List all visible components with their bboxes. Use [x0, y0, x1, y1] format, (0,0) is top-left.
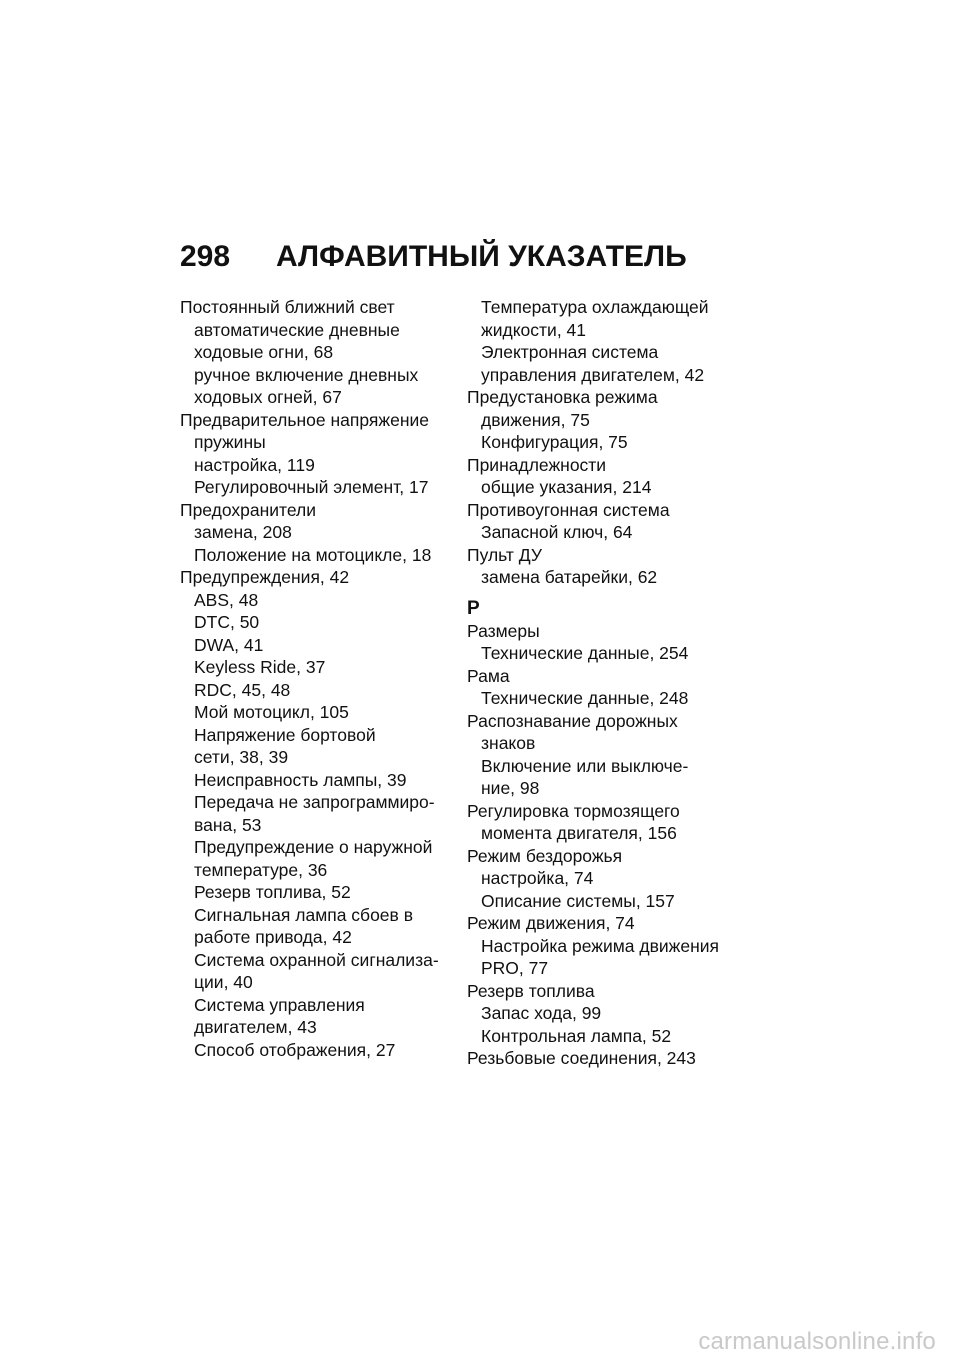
index-subentry: общие указания, 214 — [481, 477, 652, 497]
index-subentry: температуре, 36 — [194, 859, 328, 880]
index-entry: Предустановка режима — [467, 387, 658, 407]
index-subentry: жидкости, 41 — [481, 319, 587, 340]
index-subentry: работе привода, 42 — [194, 927, 352, 947]
index-subentry: Неисправность лампы, 39 — [194, 769, 407, 790]
index-subentry: Регулировочный элемент, 17 — [194, 477, 429, 497]
index-subentry: Конфигурация, 75 — [481, 432, 628, 452]
index-entry: Резьбовые соединения, 243 — [467, 1048, 696, 1068]
index-subentry: Включение или выключе- — [481, 755, 689, 776]
index-subentry: Описание системы, 157 — [481, 890, 675, 911]
index-subentry: Напряжение бортовой — [194, 724, 376, 745]
index-subentry: Настройка режима движения — [481, 935, 720, 956]
index-subentry: движения, 75 — [481, 409, 590, 430]
index-subentry: Передача не запрограммиро- — [194, 792, 435, 812]
index-subentry: Keyless Ride, 37 — [194, 657, 326, 677]
index-subentry: Система управления — [194, 994, 365, 1015]
index-subentry: вана, 53 — [194, 814, 262, 835]
index-subentry: Электронная система — [481, 342, 659, 362]
index-subentry: сети, 38, 39 — [194, 747, 289, 767]
index-entry: Предупреждения, 42 — [180, 567, 350, 587]
index-subentry: Резерв топлива, 52 — [194, 882, 351, 902]
index-section-letter: Р — [467, 597, 480, 619]
index-subentry: ходовые огни, 68 — [194, 342, 334, 362]
index-entry: Регулировка тормозящего — [467, 800, 680, 821]
index-subentry: Положение на мотоцикле, 18 — [194, 544, 432, 565]
index-subentry: настройка, 119 — [194, 454, 315, 475]
index-subentry: Сигнальная лампа сбоев в — [194, 904, 413, 925]
index-subentry: Предупреждение о наружной — [194, 837, 433, 857]
index-subentry: автоматические дневные — [194, 319, 400, 340]
index-subentry: двигателем, 43 — [194, 1017, 317, 1037]
page-title: АЛФАВИТНЫЙ УКАЗАТЕЛЬ — [276, 240, 687, 273]
index-subentry: пружины — [194, 432, 266, 452]
index-subentry: Система охранной сигнализа- — [194, 949, 439, 970]
index-subentry: Способ отображения, 27 — [194, 1039, 396, 1060]
index-entry: Противоугонная система — [467, 499, 670, 520]
watermark: carmanualsonline.info — [698, 1328, 936, 1355]
index-subentry: ABS, 48 — [194, 589, 259, 610]
index-entry: Распознавание дорожных — [467, 710, 678, 731]
index-subentry: управления двигателем, 42 — [481, 364, 705, 385]
index-subentry: ние, 98 — [481, 778, 540, 798]
index-subentry: ручное включение дневных — [194, 364, 419, 385]
index-subentry: Контрольная лампа, 52 — [481, 1025, 672, 1046]
index-subentry: RDC, 45, 48 — [194, 679, 291, 700]
index-entry: Размеры — [467, 620, 540, 641]
index-subentry: Технические данные, 254 — [481, 643, 689, 663]
index-subentry: замена батарейки, 62 — [481, 567, 658, 587]
index-subentry: знаков — [481, 733, 536, 753]
index-entry: Предварительное напряжение — [180, 409, 429, 430]
index-subentry: момента двигателя, 156 — [481, 823, 677, 843]
index-entry: Рама — [467, 665, 510, 686]
index-entry: Режим бездорожья — [467, 845, 623, 866]
index-subentry: DTC, 50 — [194, 612, 260, 632]
index-subentry: настройка, 74 — [481, 868, 594, 888]
index-entry: Режим движения, 74 — [467, 913, 635, 933]
index-subentry: DWA, 41 — [194, 634, 264, 655]
index-subentry: замена, 208 — [194, 522, 292, 542]
index-entry: Резерв топлива — [467, 980, 595, 1001]
index-entry: Постоянный ближний свет — [180, 297, 395, 317]
index-column-right — [467, 296, 737, 1070]
index-subentry: Технические данные, 248 — [481, 688, 689, 708]
index-subentry: Запасной ключ, 64 — [481, 522, 633, 542]
page-number: 298 — [180, 240, 231, 273]
index-entry: Принадлежности — [467, 454, 607, 475]
index-subentry: PRO, 77 — [481, 958, 549, 978]
index-subentry: Температура охлаждающей — [481, 297, 709, 317]
index-subentry: Запас хода, 99 — [481, 1003, 602, 1023]
index-column-left — [180, 296, 442, 1061]
index-subentry: ходовых огней, 67 — [194, 387, 342, 407]
index-entry: Предохранители — [180, 499, 317, 520]
index-subentry: Мой мотоцикл, 105 — [194, 702, 349, 722]
index-entry: Пульт ДУ — [467, 544, 542, 565]
index-subentry: ции, 40 — [194, 972, 253, 992]
